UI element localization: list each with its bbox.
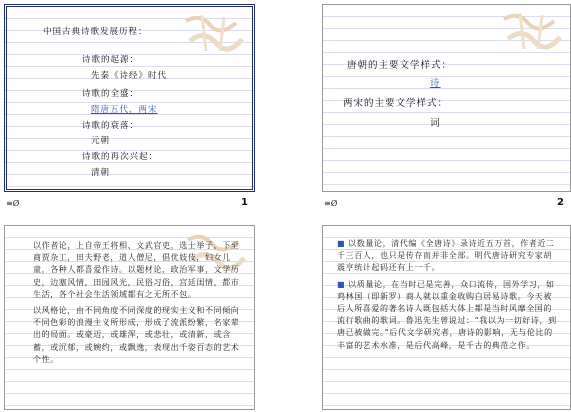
slide-3-body: [33, 240, 241, 370]
song-style-value: 词: [430, 118, 441, 129]
slide-4-thumbnail[interactable]: [322, 225, 571, 410]
bullet-quality: [337, 279, 557, 352]
paragraph-styles: 以风格论，由不同角度不同深度的现实主义和不同倾向不同色彩的浪漫主义所形成，形成了流派纷繁，名家辈出的局面。或豪迈，或雄浑，或悲壮，或清新，或含蓄，或沉郁，或婉约，或飘逸，表现出千姿百态的艺术个性。: [33, 306, 240, 364]
slide-2-thumbnail[interactable]: [322, 4, 571, 192]
calligraphy-decoration-icon: [180, 11, 246, 55]
paragraph-quantity: 以数量论，清代编《全唐诗》录诗近五万首，作者近二千三百人，也只是传存而并非全部。明代唐诗研究专家胡震亨统计起码还有上一千。: [337, 239, 555, 273]
slide-1-notes-icon[interactable]: ≡Ø: [6, 199, 20, 208]
tang-style-label: 唐朝的主要文学样式：: [347, 60, 453, 71]
slide-2-number: 2: [557, 197, 564, 208]
slide-1-number: 1: [241, 197, 248, 208]
bullet-square-icon: ■: [337, 279, 346, 289]
slide-3-thumbnail[interactable]: [4, 225, 255, 410]
slide-1-thumbnail[interactable]: [4, 4, 255, 192]
item-value-origin: 先秦《诗经》时代: [91, 71, 168, 81]
item-label-peak: 诗歌的全盛：: [82, 89, 140, 99]
slide-4-body: [337, 238, 557, 356]
item-value-peak-link[interactable]: 隋唐五代，两宋: [91, 105, 158, 115]
paragraph-quality: 以质量论，在当时已是完善，众口流传，国外学习，如鸡林国（即新罗）商人就以重金收购白居易诗歌。今天被后人所喜爱的著名诗人既包括大体上都是当时风靡全国的流行歌曲的歌词。鲁迅先生曾说过：“我以为一切好诗，到唐已被做完。”后代文学研究者，唐诗的影响，无与伦比的丰富的艺术水准，是后代高峰，是千古的典范之作。: [337, 279, 557, 350]
item-label-decline: 诗歌的衰落：: [82, 121, 140, 131]
paragraph-authors-themes: 以作者论，上自帝王将相、文武官吏，选士举子，下至商贾杂工，田夫野老，道人僧尼，倡优妓伎，妇女儿童，各种人都喜爱作诗。以题材论，政治军事，文学历史，边塞风情，田园风光，民俗习俗，宫廷闺情，都市生活，各个社会生活领域都有之无所不包。: [33, 241, 240, 299]
slide-2-notes-icon[interactable]: ≡Ø: [324, 199, 338, 208]
bullet-square-icon: ■: [337, 239, 346, 248]
calligraphy-decoration-icon: [498, 9, 564, 53]
item-label-origin: 诗歌的起源：: [82, 55, 140, 65]
item-label-revival: 诗歌的再次兴起：: [82, 152, 159, 162]
item-value-revival: 清朝: [91, 168, 111, 178]
song-style-label: 两宋的主要文学样式：: [343, 98, 449, 109]
bullet-quantity: [337, 238, 557, 275]
item-value-decline: 元朝: [91, 136, 111, 146]
tang-style-value-link[interactable]: 诗: [430, 78, 441, 89]
outline-heading: 中国古典诗歌发展历程：: [43, 27, 148, 37]
